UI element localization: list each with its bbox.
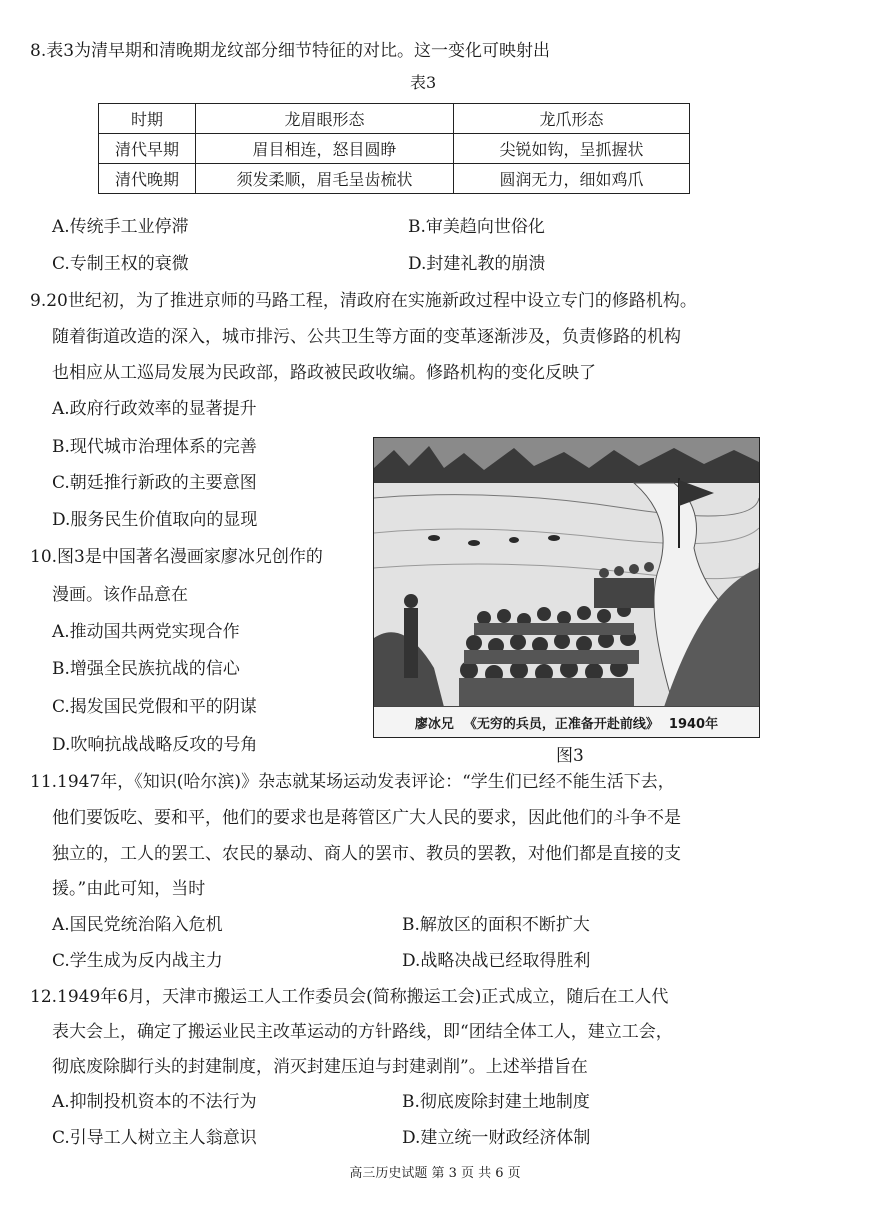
q11-option-b[interactable]: B.解放区的面积不断扩大 — [402, 915, 590, 935]
q11-option-a[interactable]: A.国民党统治陷入危机 — [52, 915, 223, 935]
table-row — [99, 134, 690, 164]
q10-option-d[interactable]: D.吹响抗战战略反攻的号角 — [52, 735, 258, 755]
q9-option-b[interactable]: B.现代城市治理体系的完善 — [52, 437, 257, 457]
cartoon-figure — [373, 437, 760, 738]
q12-option-b[interactable]: B.彻底废除封建土地制度 — [402, 1092, 590, 1112]
q11-option-d[interactable]: D.战略决战已经取得胜利 — [402, 951, 591, 971]
q10-stem-line: 漫画。该作品意在 — [52, 585, 188, 605]
q11-option-c[interactable]: C.学生成为反内战主力 — [52, 951, 223, 971]
q11-stem-line: 援。”由此可知，当时 — [52, 879, 206, 899]
figure-year: 1940年 — [668, 716, 719, 732]
table-cell: 须发柔顺，眉毛呈齿梳状 — [196, 164, 454, 194]
q12-stem-line: 表大会上，确定了搬运业民主改革运动的方针路线，即“团结全体工人，建立工会， — [52, 1022, 673, 1042]
q10-option-c[interactable]: C.揭发国民党假和平的阴谋 — [52, 697, 257, 717]
q12-option-a[interactable]: A.抑制投机资本的不法行为 — [52, 1092, 257, 1112]
q8-option-a[interactable]: A.传统手工业停滞 — [52, 217, 189, 237]
q11-stem-line: 独立的，工人的罢工、农民的暴动、商人的罢市、教员的罢教，对他们都是直接的支 — [52, 844, 681, 864]
table-header-cell: 龙眉眼形态 — [196, 104, 454, 134]
q8-option-b[interactable]: B.审美趋向世俗化 — [408, 217, 545, 237]
figure-caption-strip — [374, 706, 759, 737]
q11-stem-line: 11.1947年，《知识(哈尔滨)》杂志就某场运动发表评论：“学生们已经不能生活下去， — [30, 772, 675, 792]
q9-stem-line: 9.20世纪初，为了推进京师的马路工程，清政府在实施新政过程中设立专门的修路机构。 — [30, 291, 697, 311]
q10-option-a[interactable]: A.推动国共两党实现合作 — [52, 622, 240, 642]
table-header-cell: 龙爪形态 — [454, 104, 690, 134]
q12-option-c[interactable]: C.引导工人树立主人翁意识 — [52, 1128, 257, 1148]
q12-stem-line: 彻底废除脚行头的封建制度，消灭封建压迫与封建剥削”。上述举措旨在 — [52, 1057, 588, 1077]
table-cell: 圆润无力，细如鸡爪 — [454, 164, 690, 194]
q12-stem-line: 12.1949年6月，天津市搬运工人工作委员会(简称搬运工会)正式成立，随后在工人代 — [30, 987, 669, 1007]
table-cell: 眉目相连，怒目圆睁 — [196, 134, 454, 164]
table-cell: 清代早期 — [99, 134, 196, 164]
q12-option-d[interactable]: D.建立统一财政经济体制 — [402, 1128, 591, 1148]
table-title: 表3 — [410, 73, 437, 92]
q9-option-d[interactable]: D.服务民生价值取向的显现 — [52, 510, 258, 530]
table-cell: 清代晚期 — [99, 164, 196, 194]
figure-label: 图3 — [556, 746, 584, 766]
q8-stem: 8.表3为清早期和清晚期龙纹部分细节特征的对比。这一变化可映射出 — [30, 41, 551, 61]
q10-stem-line: 10.图3是中国著名漫画家廖冰兄创作的 — [30, 547, 323, 567]
q11-stem-line: 他们要饭吃、要和平，他们的要求也是蒋管区广大人民的要求，因此他们的斗争不是 — [52, 808, 681, 828]
table-row — [99, 164, 690, 194]
comparison-table — [98, 103, 690, 194]
q8-option-d[interactable]: D.封建礼教的崩溃 — [408, 254, 546, 274]
figure-title: 《无穷的兵员，正准备开赴前线》 — [463, 716, 659, 732]
q9-stem-line: 随着街道改造的深入，城市排污、公共卫生等方面的变革逐渐涉及，负责修路的机构 — [52, 327, 681, 347]
q10-option-b[interactable]: B.增强全民族抗战的信心 — [52, 659, 240, 679]
q9-stem-line: 也相应从工巡局发展为民政部，路政被民政收编。修路机构的变化反映了 — [52, 363, 596, 383]
table-cell: 尖锐如钩，呈抓握状 — [454, 134, 690, 164]
table-header-cell: 时期 — [99, 104, 196, 134]
figure-author: 廖冰兄 — [414, 716, 454, 732]
page-footer: 高三历史试题 第 3 页 共 6 页 — [349, 1166, 521, 1181]
q9-option-c[interactable]: C.朝廷推行新政的主要意图 — [52, 473, 257, 493]
q8-option-c[interactable]: C.专制王权的衰微 — [52, 254, 189, 274]
q9-option-a[interactable]: A.政府行政效率的显著提升 — [52, 399, 257, 419]
table-header-row — [99, 104, 690, 134]
cartoon-illustration — [374, 438, 759, 707]
